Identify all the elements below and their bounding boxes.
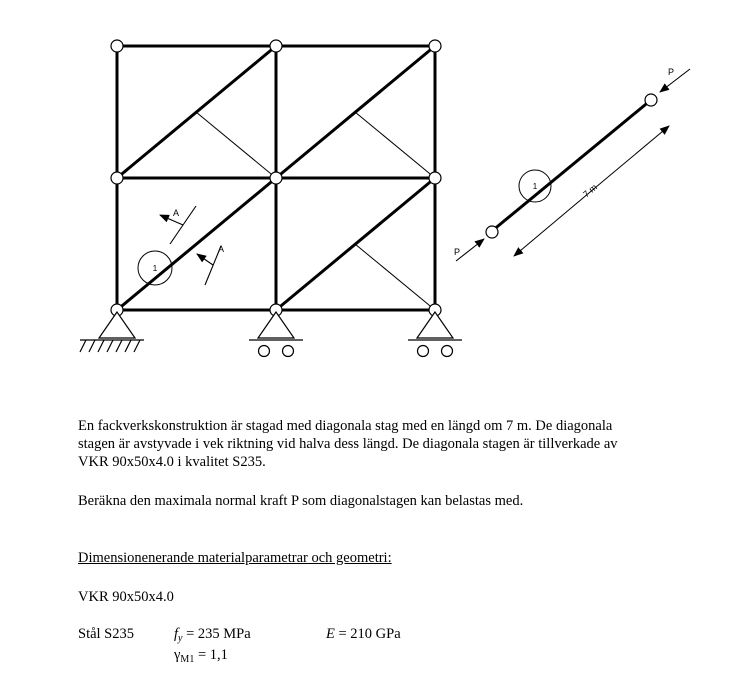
member-label-1: 1 [152,264,158,273]
stiffener-line [355,244,435,310]
dimension-line [608,126,669,177]
gamma-value: = 1,1 [194,647,228,663]
section-heading: Dimensionenerande materialparametrar och geometri: [78,550,392,566]
load-label-p-upper: P [668,67,675,77]
elastic-modulus [326,626,401,643]
e-value: = 210 GPa [334,626,401,642]
member-end-joint [645,94,657,106]
joint [270,40,282,52]
joint [111,40,123,52]
stiffener-line [355,112,435,178]
stiffeners [196,112,435,310]
joint [270,172,282,184]
yield-strength [174,626,251,643]
member-bar [492,100,651,231]
description-line-3: VKR 90x50x4.0 i kvalitet S235. [78,454,266,470]
question-text: Beräkna den maximala normal kraft P som diagonalstagen kan belastas med. [78,493,524,509]
fy-value: = 235 MPa [182,626,251,642]
section-label-a-upper: A [173,208,180,218]
roller-support-right [408,312,462,357]
pinned-support [80,312,144,352]
joint [111,172,123,184]
member-label-1: 1 [532,182,538,191]
length-label: 7 m [581,182,600,200]
roller-support-middle [249,312,303,357]
gamma-symbol: γ [174,647,181,663]
e-symbol: E [326,626,335,642]
member-end-joint [486,226,498,238]
profile-text: VKR 90x50x4.0 [78,589,174,605]
fy-symbol: f [174,626,179,642]
description-line-1: En fackverkskonstruktion är stagad med diagonala stag med en längd om 7 m. De diagonala [78,418,613,434]
load-arrow-upper [660,69,690,92]
member-detail [454,67,690,261]
description-line-2: stagen är avstyvade i vek riktning vid halva dess längd. De diagonala stagen är tillverkade av [78,436,618,452]
load-label-p-lower: P [454,247,461,257]
joint [429,40,441,52]
stiffener-line [196,112,276,178]
load-arrow-lower [456,239,484,261]
partial-factor [174,647,228,664]
joint [429,172,441,184]
section-label-a-lower: A [218,244,225,254]
diagonal-brace [117,178,276,310]
gamma-subscript: M1 [180,654,195,665]
fy-subscript: y [178,633,183,644]
steel-grade-label: Stål S235 [78,626,134,642]
